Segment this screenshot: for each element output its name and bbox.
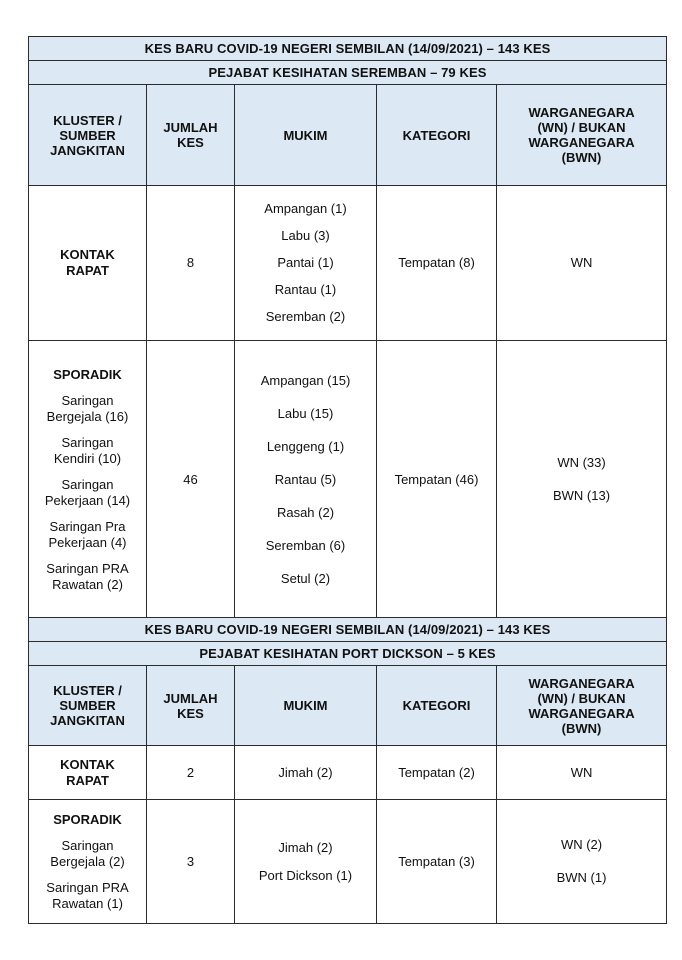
mukim-item: Seremban (6): [265, 537, 346, 553]
mukim-item: Rantau (5): [274, 471, 337, 487]
table-row: [29, 800, 667, 924]
wn-item: BWN (1): [556, 870, 607, 885]
cluster-item: Saringan Pra Pekerjaan (4): [48, 518, 127, 550]
port-dickson-case-table: [28, 617, 667, 924]
mukim-item: Jimah (2): [278, 839, 333, 855]
wn-item: WN (2): [560, 837, 603, 852]
cluster-item: Saringan Kendiri (10): [53, 434, 122, 466]
column-header-kategori: KATEGORI: [377, 666, 497, 746]
wn-cell: [497, 341, 667, 619]
cluster-cell: KONTAK RAPAT: [29, 746, 147, 800]
table-title: KES BARU COVID-19 NEGERI SEMBILAN (14/09/2021) – 143 KES: [29, 37, 667, 61]
column-header-jumlah: JUMLAH KES: [147, 85, 235, 186]
wn-cell: [497, 746, 667, 800]
mukim-cell: [235, 746, 377, 800]
mukim-item: Rasah (2): [276, 504, 335, 520]
wn-item: BWN (13): [552, 488, 611, 503]
total-cell: 46: [147, 341, 235, 619]
cluster-cell: [29, 800, 147, 924]
mukim-cell: [235, 800, 377, 924]
column-header-mukim: MUKIM: [235, 666, 377, 746]
table-row: [29, 186, 667, 341]
mukim-item: Pantai (1): [277, 255, 334, 270]
column-header-warganegara: WARGANEGARA (WN) / BUKAN WARGANEGARA (BWN): [497, 666, 667, 746]
column-header-kategori: KATEGORI: [377, 85, 497, 186]
cluster-item: Saringan Pekerjaan (14): [44, 476, 131, 508]
cluster-cell: KONTAK RAPAT: [29, 186, 147, 341]
table-row: [29, 746, 667, 800]
port-dickson-table-section: [28, 617, 666, 924]
mukim-item: Ampangan (1): [264, 201, 347, 216]
wn-cell: [497, 186, 667, 341]
mukim-item: Rantau (1): [274, 282, 337, 297]
kategori-cell: Tempatan (2): [377, 746, 497, 800]
mukim-item: Lenggeng (1): [266, 438, 345, 454]
kategori-cell: Tempatan (8): [377, 186, 497, 341]
mukim-cell: [235, 341, 377, 619]
total-cell: 2: [147, 746, 235, 800]
wn-item: WN (33): [557, 455, 606, 470]
table-subtitle: PEJABAT KESIHATAN SEREMBAN – 79 KES: [29, 61, 667, 85]
table-row: [29, 341, 667, 619]
mukim-item: Seremban (2): [265, 309, 346, 324]
mukim-item: Setul (2): [280, 570, 331, 586]
mukim-item: Labu (3): [281, 228, 330, 243]
cluster-label: SPORADIK: [53, 811, 122, 827]
mukim-item: Labu (15): [277, 405, 334, 421]
mukim-cell: [235, 186, 377, 341]
column-header-jumlah: JUMLAH KES: [147, 666, 235, 746]
wn-item: WN: [570, 764, 593, 780]
column-header-kluster: KLUSTER / SUMBER JANGKITAN: [29, 666, 147, 746]
cluster-item: Saringan PRA Rawatan (2): [46, 560, 129, 592]
total-cell: 8: [147, 186, 235, 341]
cluster-cell: [29, 341, 147, 619]
cluster-item: Saringan Bergejala (2): [50, 837, 125, 869]
total-cell: 3: [147, 800, 235, 924]
seremban-table-section: [28, 36, 666, 619]
mukim-item: Port Dickson (1): [258, 867, 353, 883]
seremban-case-table: [28, 36, 667, 619]
kategori-cell: Tempatan (46): [377, 341, 497, 619]
table-subtitle: PEJABAT KESIHATAN PORT DICKSON – 5 KES: [29, 642, 667, 666]
table-title: KES BARU COVID-19 NEGERI SEMBILAN (14/09/2021) – 143 KES: [29, 618, 667, 642]
wn-item: WN: [570, 255, 593, 270]
column-header-kluster: KLUSTER / SUMBER JANGKITAN: [29, 85, 147, 186]
column-header-mukim: MUKIM: [235, 85, 377, 186]
cluster-item: Saringan Bergejala (16): [46, 392, 129, 424]
kategori-cell: Tempatan (3): [377, 800, 497, 924]
mukim-item: Jimah (2): [278, 764, 333, 780]
cluster-item: Saringan PRA Rawatan (1): [46, 879, 129, 911]
mukim-item: Ampangan (15): [260, 372, 351, 388]
cluster-label: SPORADIK: [53, 366, 122, 382]
column-header-warganegara: WARGANEGARA (WN) / BUKAN WARGANEGARA (BWN): [497, 85, 667, 186]
wn-cell: [497, 800, 667, 924]
